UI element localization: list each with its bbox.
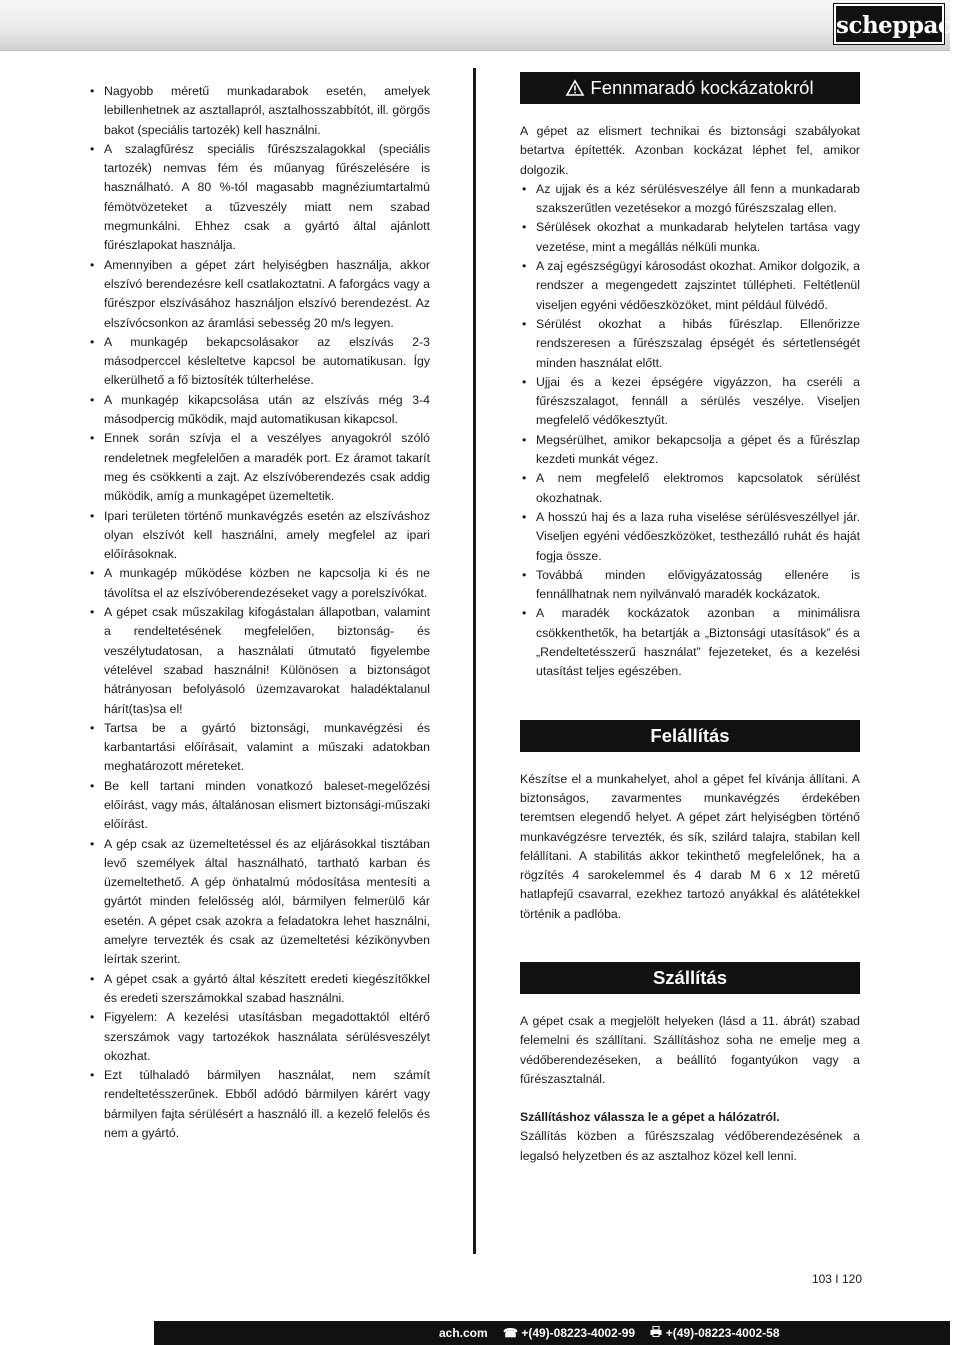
list-item: • A maradék kockázatok azonban a minimálisra csökkenthetők, ha betartják a „Biztonsági utasítások” és a „Rendeltetésszerű használat” fejezeteket, és a kezelési utasítást teljes egészében. (520, 604, 860, 681)
risks-bullet-list (520, 180, 860, 682)
brand-logo: scheppach (834, 4, 944, 44)
list-item: • Ennek során szívja el a veszélyes anyagokról szóló rendeletnek megfelelően a maradék port. Ez áramot takarít meg és csökkenti a zajt. Az elszívóberendezés csak addig működik, amíg a munkagépet üzemeltetik. (88, 429, 430, 506)
list-item: • Be kell tartani minden vonatkozó baleset-megelőzési előírást, vagy más, általánosan elismert biztonsági-műszaki előírást. (88, 777, 430, 835)
setup-body: Készítse el a munkahelyet, ahol a gépet fel kívánja állítani. A biztonságos, zavarmentes munkavégzés érdekében teremtsen elegendő helyet. A gépet zárt helyiségben történő munkavégzésre tervezték, és sík, szilárd talajra, stabilan kell felállítani. A stabilitás akkor tekinthető megfelelőnek, ha a rögzítés 4 sarokelemmel és 4 darab M 6 x 12 méretű hatlapfejű csavarral, ezekhez tartozó anyákkal és alátétekkel történik a padlóba. (520, 771, 860, 921)
phone-icon: ☎ (503, 1326, 518, 1340)
list-item: • Ipari területen történő munkavégzés esetén az elszíváshoz olyan elszívót kell használni, amely megfelel az ipari előírásoknak. (88, 507, 430, 565)
list-item: • A gépet csak a gyártó által készített eredeti kiegészítőkkel és eredeti szerszámokkal szabad használni. (88, 970, 430, 1009)
right-column (520, 72, 860, 1166)
list-item: • A hosszú haj és a laza ruha viselése sérülésveszéllyel jár. Viseljen egyéni védőeszközöket, testhezálló ruhát és haját fogja össze. (520, 508, 860, 566)
section-heading-setup: Felállítás (520, 720, 860, 752)
list-item: • A zaj egészségügyi károsodást okozhat. Amikor dolgozik, a rendszer a megengedett zajszintet túllépheti. Feltétlenül viseljen egyéni védőeszközöket, mint például fülvédő. (520, 257, 860, 315)
list-item: • A munkagép kikapcsolása után az elszívás még 3-4 másodpercig működik, majd automatikusan kikapcsol. (88, 391, 430, 430)
list-item: • Nagyobb méretű munkadarabok esetén, amelyek lebillenhetnek az asztallapról, asztalhosszabbítót, ill. görgős bakot (speciális tartozék) kell használni. (88, 82, 430, 140)
list-item: • A szalagfűrész speciális fűrészszalagokkal (speciális tartozék) nemvas fém és műanyag fűrészelésére is használható. A 80 %-tól magasabb magnéziumtartalmú fémötvözeteket a tűzveszély miatt nem szabad megmunkálni. Ehhez csak a gyártó által ajánlott fűrészlapokat használja. (88, 140, 430, 256)
page-number: 103 I 120 (811, 1272, 862, 1286)
list-item: • A munkagép bekapcsolásakor az elszívás 2-3 másodperccel késleltetve kapcsol be automatikusan. Így elkerülhető a fő biztosíték túlterhelése. (88, 333, 430, 391)
list-item: • Továbbá minden elővigyázatosság ellenére is fennállhatnak nem nyilvánvaló maradék kockázatok. (520, 566, 860, 605)
footer-phone: +(49)-08223-4002-99 (521, 1326, 636, 1340)
left-bullet-list (88, 82, 430, 1143)
footer-web: ach.com (439, 1326, 488, 1340)
list-item: • Sérülést okozhat a hibás fűrészlap. Ellenőrizze rendszeresen a fűrészszalag épségét és sértetlenségét minden használat előtt. (520, 315, 860, 373)
risks-intro: A gépet az elismert technikai és biztonsági szabályokat betartva építették. Azonban kockázat léphet fel, amikor dolgozik. (520, 124, 860, 177)
transport-final: Szállítás közben a fűrészszalag védőberendezésének a legalsó helyzetben és az asztalhoz közel kell lenni. (520, 1129, 860, 1163)
fax-icon (650, 1321, 662, 1345)
list-item: • Sérülések okozhat a munkadarab helytelen tartása vagy vezetése, mint a megállás nélküli munka. (520, 218, 860, 257)
section-title: Fennmaradó kockázatokról (590, 77, 814, 98)
list-item: • Amennyiben a gépet zárt helyiségben használja, akkor elszívó berendezésre kell csatlakoztatni. A faforgács vagy a fűrészpor elszívásához használjon elszívó berendezést. Az elszívócsonkon az áramlási sebesség 20 m/s legyen. (88, 256, 430, 333)
list-item: • A gépet csak műszakilag kifogástalan állapotban, valamint a rendeltetésének megfelelően, biztonság- és veszélytudatosan, a használati útmutató figyelembe vételével szabad használni! Különösen a biztonságot hátrányosan befolyásoló üzemzavarokat haladéktalanul hárít(tas)sa el! (88, 603, 430, 719)
list-item: • Tartsa be a gyártó biztonsági, munkavégzési és karbantartási előírásait, valamint a műszaki adatokban meghatározott méreteket. (88, 719, 430, 777)
list-item: • Az ujjak és a kéz sérülésveszélye áll fenn a munkadarab szakszerűtlen vezetésekor a mozgó fűrészszalag ellen. (520, 180, 860, 219)
section-heading-transport: Szállítás (520, 962, 860, 994)
section-heading-risks (520, 72, 860, 104)
footer-fax: +(49)-08223-4002-58 (665, 1326, 780, 1340)
transport-bold-line: Szállításhoz válassza le a gépet a hálózatról. (520, 1110, 780, 1125)
header-band (0, 0, 968, 51)
list-item: • A munkagép működése közben ne kapcsolja ki és ne távolítsa el az elszívóberendezéseket vagy a porelszívókat. (88, 564, 430, 603)
list-item: • Ezt túlhaladó bármilyen használat, nem számít rendeltetésszerűnek. Ebből adódó bármilyen kárért vagy bármilyen fajta sérülésért a használó ill. a kezelő felelős és nem a gyártó. (88, 1066, 430, 1143)
transport-body: A gépet csak a megjelölt helyeken (lásd a 11. ábrát) szabad felemelni és szállítani. Szállításhoz soha ne emelje meg a védőberendezéseken, a beállító fogantyúkon vagy a fűrészasztalnál. (520, 1013, 860, 1086)
list-item: • Megsérülhet, amikor bekapcsolja a gépet és a fűrészlap kezdeti munkát végez. (520, 431, 860, 470)
list-item: • Figyelem: A kezelési utasításban megadottaktól eltérő szerszámok vagy tartozékok használata sérülésveszélyt okozhat. (88, 1008, 430, 1066)
footer-bar (154, 1321, 950, 1345)
left-column (88, 82, 430, 1143)
footer-phone-group (503, 1321, 635, 1345)
list-item: • A gép csak az üzemeltetéssel és az eljárásokkal tisztában levő személyek által használható, tartható karban és üzemeltethető. A gép önhatalmú módosítása mentesíti a gyártót minden felelősség alól, bármilyen felmerülő kár esetén. A gépet csak azokra a feladatokra lehet használni, amelyre tervezték és csak az üzemeltetési kézikönyvben leírtak szerint. (88, 835, 430, 970)
footer-fax-group (650, 1321, 779, 1345)
list-item: • Ujjai és a kezei épségére vigyázzon, ha cseréli a fűrészszalagot, fennáll a sérülés veszélye. Viseljen megfelelő védőkesztyűt. (520, 373, 860, 431)
warning-triangle-icon (566, 74, 584, 106)
list-item: • A nem megfelelő elektromos kapcsolatok sérülést okozhatnak. (520, 469, 860, 508)
column-divider (473, 68, 476, 1254)
